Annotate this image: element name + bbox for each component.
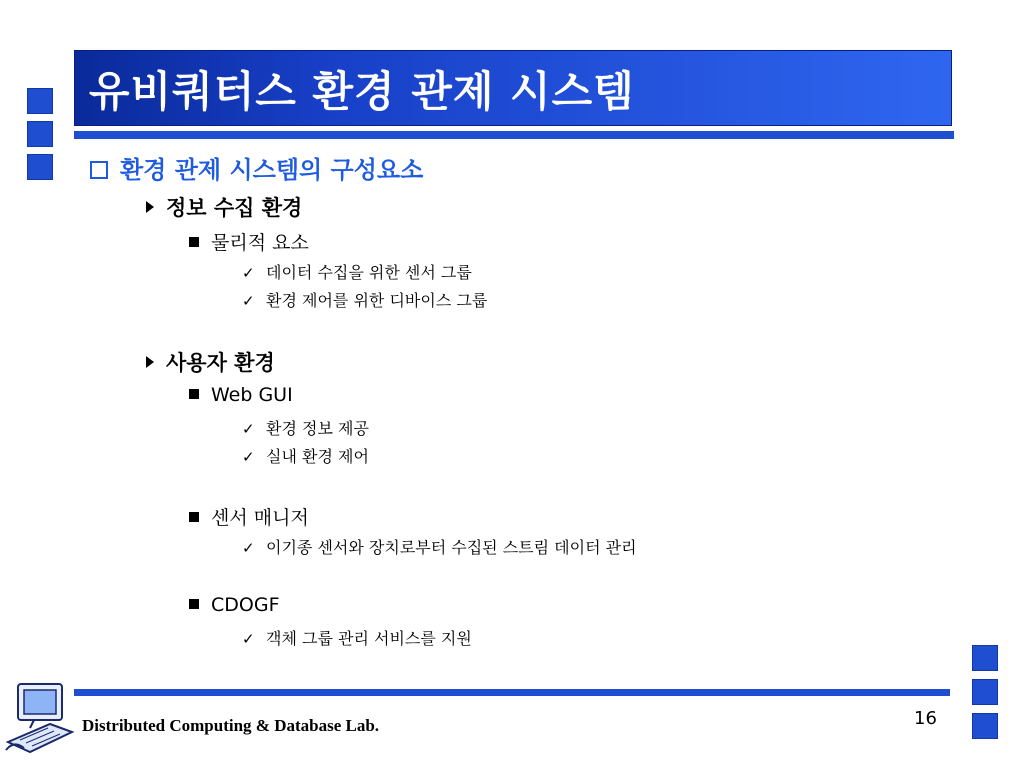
outline-level3: [242, 288, 487, 311]
outline-level1: [146, 347, 275, 377]
page-number: 16: [914, 708, 937, 729]
check-icon: ✓: [242, 420, 255, 438]
triangle-bullet-icon: [146, 201, 154, 213]
outline-level2-label: 센서 매니저: [211, 507, 309, 529]
section-heading: [90, 150, 423, 185]
outline-level3: [242, 626, 472, 649]
footer-lab-name: Distributed Computing & Database Lab.: [82, 716, 380, 735]
footer-line: [74, 689, 950, 696]
triangle-bullet-icon: [146, 356, 154, 368]
outline-level2: [189, 228, 309, 255]
computer-clipart-icon: [4, 680, 76, 760]
outline-level2-label: Web GUI: [211, 384, 293, 406]
title-underline: [74, 131, 954, 139]
decor-square: [972, 679, 998, 705]
decor-square: [27, 154, 53, 180]
square-bullet-icon: [189, 389, 199, 399]
outline-level1-label: 사용자 환경: [166, 351, 275, 375]
outline-level3: [242, 416, 369, 439]
check-icon: ✓: [242, 539, 255, 557]
outline-level1: [146, 192, 302, 222]
section-heading-text: 환경 관제 시스템의 구성요소: [120, 156, 424, 184]
square-bullet-icon: [189, 599, 199, 609]
outline-level2: [189, 503, 309, 530]
check-icon: ✓: [242, 264, 255, 282]
title-bar: [74, 50, 952, 126]
outline-level3: [242, 535, 637, 558]
outline-level3-label: 데이터 수집을 위한 센서 그룹: [266, 263, 472, 282]
outline-level3-label: 객체 그룹 관리 서비스를 지원: [266, 629, 472, 648]
outline-level3: [242, 444, 369, 467]
square-bullet-icon: [189, 512, 199, 522]
outline-level3-label: 실내 환경 제어: [266, 447, 369, 466]
decor-square: [972, 645, 998, 671]
decor-square: [972, 713, 998, 739]
square-bullet-icon: [189, 237, 199, 247]
outline-level2-label: CDOGF: [211, 594, 280, 616]
outline-level3-label: 환경 정보 제공: [266, 419, 369, 438]
outline-level3: [242, 260, 472, 283]
outline-level2: [189, 594, 280, 616]
decor-square: [27, 88, 53, 114]
decor-square: [27, 121, 53, 147]
outline-level1-label: 정보 수집 환경: [166, 196, 303, 220]
check-icon: ✓: [242, 292, 255, 310]
slide-title: 유비쿼터스 환경 관제 시스템: [89, 67, 635, 116]
outline-level3-label: 이기종 센서와 장치로부터 수집된 스트림 데이터 관리: [266, 538, 637, 557]
outline-level2-label: 물리적 요소: [211, 232, 309, 254]
outline-level2: [189, 384, 293, 406]
hollow-square-bullet-icon: [90, 161, 108, 179]
check-icon: ✓: [242, 448, 255, 466]
check-icon: ✓: [242, 630, 255, 648]
outline-level3-label: 환경 제어를 위한 디바이스 그룹: [266, 291, 488, 310]
